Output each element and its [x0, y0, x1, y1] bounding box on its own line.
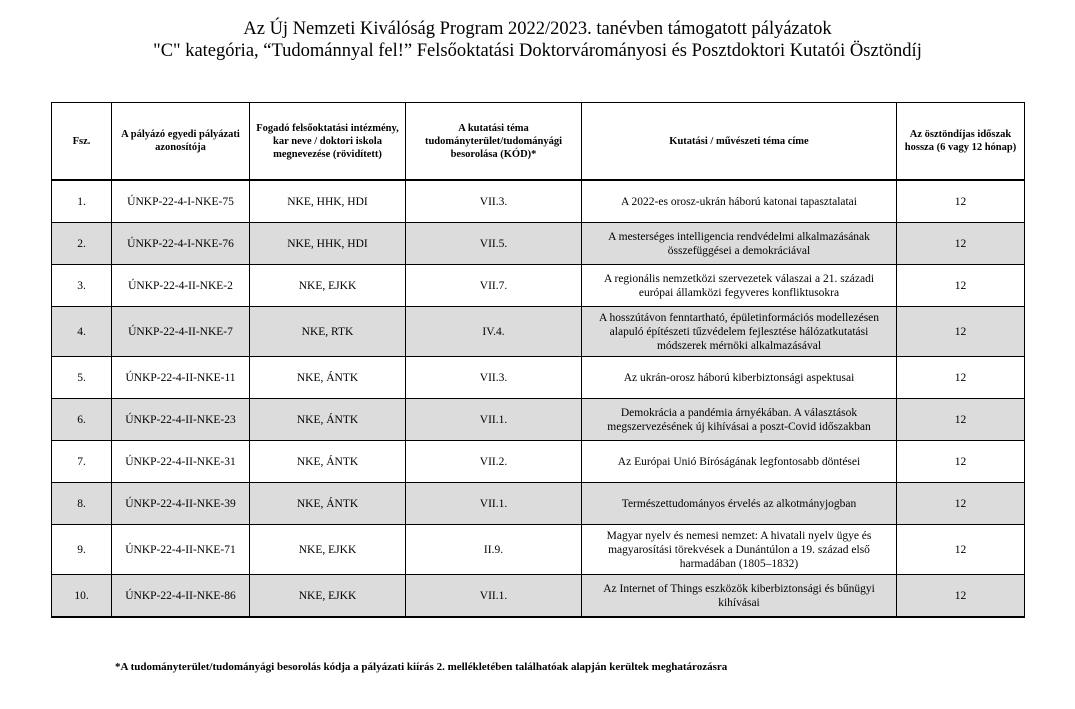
- research-title-cell: A regionális nemzetközi szervezetek válaszai a 21. századi európai államközi fegyveres konfliktusokra: [582, 265, 897, 307]
- table-row: [52, 223, 1025, 265]
- row-index-cell: 10.: [52, 575, 112, 618]
- discipline-code-cell: VII.1.: [406, 399, 582, 441]
- applicant-id-cell: ÚNKP-22-4-II-NKE-86: [112, 575, 250, 618]
- institution-cell: NKE, EJKK: [250, 575, 406, 618]
- table-row: [52, 307, 1025, 357]
- duration-months-cell: 12: [897, 525, 1025, 575]
- duration-months-cell: 12: [897, 180, 1025, 223]
- duration-months-cell: 12: [897, 483, 1025, 525]
- row-index-cell: 8.: [52, 483, 112, 525]
- table-header-row: [52, 103, 1025, 181]
- research-title-cell: A hosszútávon fenntartható, épületinformációs modellezésen alapuló építészeti tűzvédelem fejlesztése hálózatkutatási módszerek mérnöki alkalmazásával: [582, 307, 897, 357]
- discipline-code-cell: VII.7.: [406, 265, 582, 307]
- row-index-cell: 3.: [52, 265, 112, 307]
- applicant-id-cell: ÚNKP-22-4-II-NKE-2: [112, 265, 250, 307]
- page-subtitle: "C" kategória, “Tudománnyal fel!” Felsőoktatási Doktorváromány​osi és Posztdoktori Kutatói Ösztöndíj: [153, 41, 922, 61]
- table-row: [52, 399, 1025, 441]
- applicant-id-cell: ÚNKP-22-4-II-NKE-71: [112, 525, 250, 575]
- row-index-cell: 2.: [52, 223, 112, 265]
- research-title-cell: A 2022-es orosz-ukrán háború katonai tapasztalatai: [582, 180, 897, 223]
- applicant-id-cell: ÚNKP-22-4-I-NKE-75: [112, 180, 250, 223]
- duration-months-cell: 12: [897, 265, 1025, 307]
- institution-cell: NKE, HHK, HDI: [250, 180, 406, 223]
- applicant-id-cell: ÚNKP-22-4-II-NKE-7: [112, 307, 250, 357]
- research-title-cell: Az ukrán-orosz háború kiberbiztonsági aspektusai: [582, 357, 897, 399]
- duration-months-cell: 12: [897, 307, 1025, 357]
- table-row: [52, 265, 1025, 307]
- duration-months-cell: 12: [897, 575, 1025, 618]
- page-title: Az Új Nemzeti Kiválóság Program 2022/2023. tanévben támogatott pályázatok: [243, 19, 832, 39]
- institution-cell: NKE, RTK: [250, 307, 406, 357]
- applicant-id-cell: ÚNKP-22-4-II-NKE-23: [112, 399, 250, 441]
- applicant-id-cell: ÚNKP-22-4-II-NKE-31: [112, 441, 250, 483]
- research-title-cell: Demokrácia a pandémia árnyékában. A választások megszervezésének új kihívásai a poszt-Covid időszakban: [582, 399, 897, 441]
- table-row: [52, 575, 1025, 618]
- column-header-institution: Fogadó felsőoktatási intézmény, kar neve / doktori iskola megnevezése (rövidített): [250, 103, 406, 181]
- discipline-code-cell: VII.1.: [406, 483, 582, 525]
- applicant-id-cell: ÚNKP-22-4-I-NKE-76: [112, 223, 250, 265]
- discipline-code-cell: II.9.: [406, 525, 582, 575]
- research-title-cell: Az Európai Unió Bíróságának legfontosabb döntései: [582, 441, 897, 483]
- discipline-code-cell: VII.3.: [406, 180, 582, 223]
- row-index-cell: 9.: [52, 525, 112, 575]
- institution-cell: NKE, ÁNTK: [250, 441, 406, 483]
- table-row: [52, 525, 1025, 575]
- row-index-cell: 5.: [52, 357, 112, 399]
- research-title-cell: Magyar nyelv és nemesi nemzet: A hivatali nyelv ügye és magyarosítási törekvések a Dunántúlon a 19. század első harmadában (1805–1832): [582, 525, 897, 575]
- institution-cell: NKE, EJKK: [250, 525, 406, 575]
- column-header-discipline-code: A kutatási téma tudományterület/tudományági besorolása (KÓD)*: [406, 103, 582, 181]
- discipline-code-cell: VII.3.: [406, 357, 582, 399]
- discipline-code-cell: VII.2.: [406, 441, 582, 483]
- discipline-code-cell: IV.4.: [406, 307, 582, 357]
- row-index-cell: 7.: [52, 441, 112, 483]
- institution-cell: NKE, ÁNTK: [250, 357, 406, 399]
- row-index-cell: 6.: [52, 399, 112, 441]
- applicant-id-cell: ÚNKP-22-4-II-NKE-11: [112, 357, 250, 399]
- footnote: *A tudományterület/tudományági besorolás kódja a pályázati kiírás 2. mellékletében találhatóak alapján kerültek meghatározásra: [115, 661, 728, 673]
- row-index-cell: 4.: [52, 307, 112, 357]
- grants-table: [51, 102, 1025, 618]
- discipline-code-cell: VII.5.: [406, 223, 582, 265]
- institution-cell: NKE, HHK, HDI: [250, 223, 406, 265]
- duration-months-cell: 12: [897, 357, 1025, 399]
- column-header-applicant-id: A pályázó egyedi pályázati azonosítója: [112, 103, 250, 181]
- column-header-research-title: Kutatási / művészeti téma címe: [582, 103, 897, 181]
- research-title-cell: Természettudományos érvelés az alkotmányjogban: [582, 483, 897, 525]
- research-title-cell: Az Internet of Things eszközök kiberbiztonsági és bűnügyi kihívásai: [582, 575, 897, 618]
- duration-months-cell: 12: [897, 223, 1025, 265]
- institution-cell: NKE, ÁNTK: [250, 399, 406, 441]
- table-row: [52, 357, 1025, 399]
- discipline-code-cell: VII.1.: [406, 575, 582, 618]
- row-index-cell: 1.: [52, 180, 112, 223]
- column-header-duration: Az ösztöndíjas időszak hossza (6 vagy 12 hónap): [897, 103, 1025, 181]
- table-row: [52, 180, 1025, 223]
- table-row: [52, 483, 1025, 525]
- research-title-cell: A mesterséges intelligencia rendvédelmi alkalmazásának összefüggései a demokráciával: [582, 223, 897, 265]
- institution-cell: NKE, ÁNTK: [250, 483, 406, 525]
- duration-months-cell: 12: [897, 441, 1025, 483]
- column-header-index: Fsz.: [52, 103, 112, 181]
- table-row: [52, 441, 1025, 483]
- institution-cell: NKE, EJKK: [250, 265, 406, 307]
- duration-months-cell: 12: [897, 399, 1025, 441]
- applicant-id-cell: ÚNKP-22-4-II-NKE-39: [112, 483, 250, 525]
